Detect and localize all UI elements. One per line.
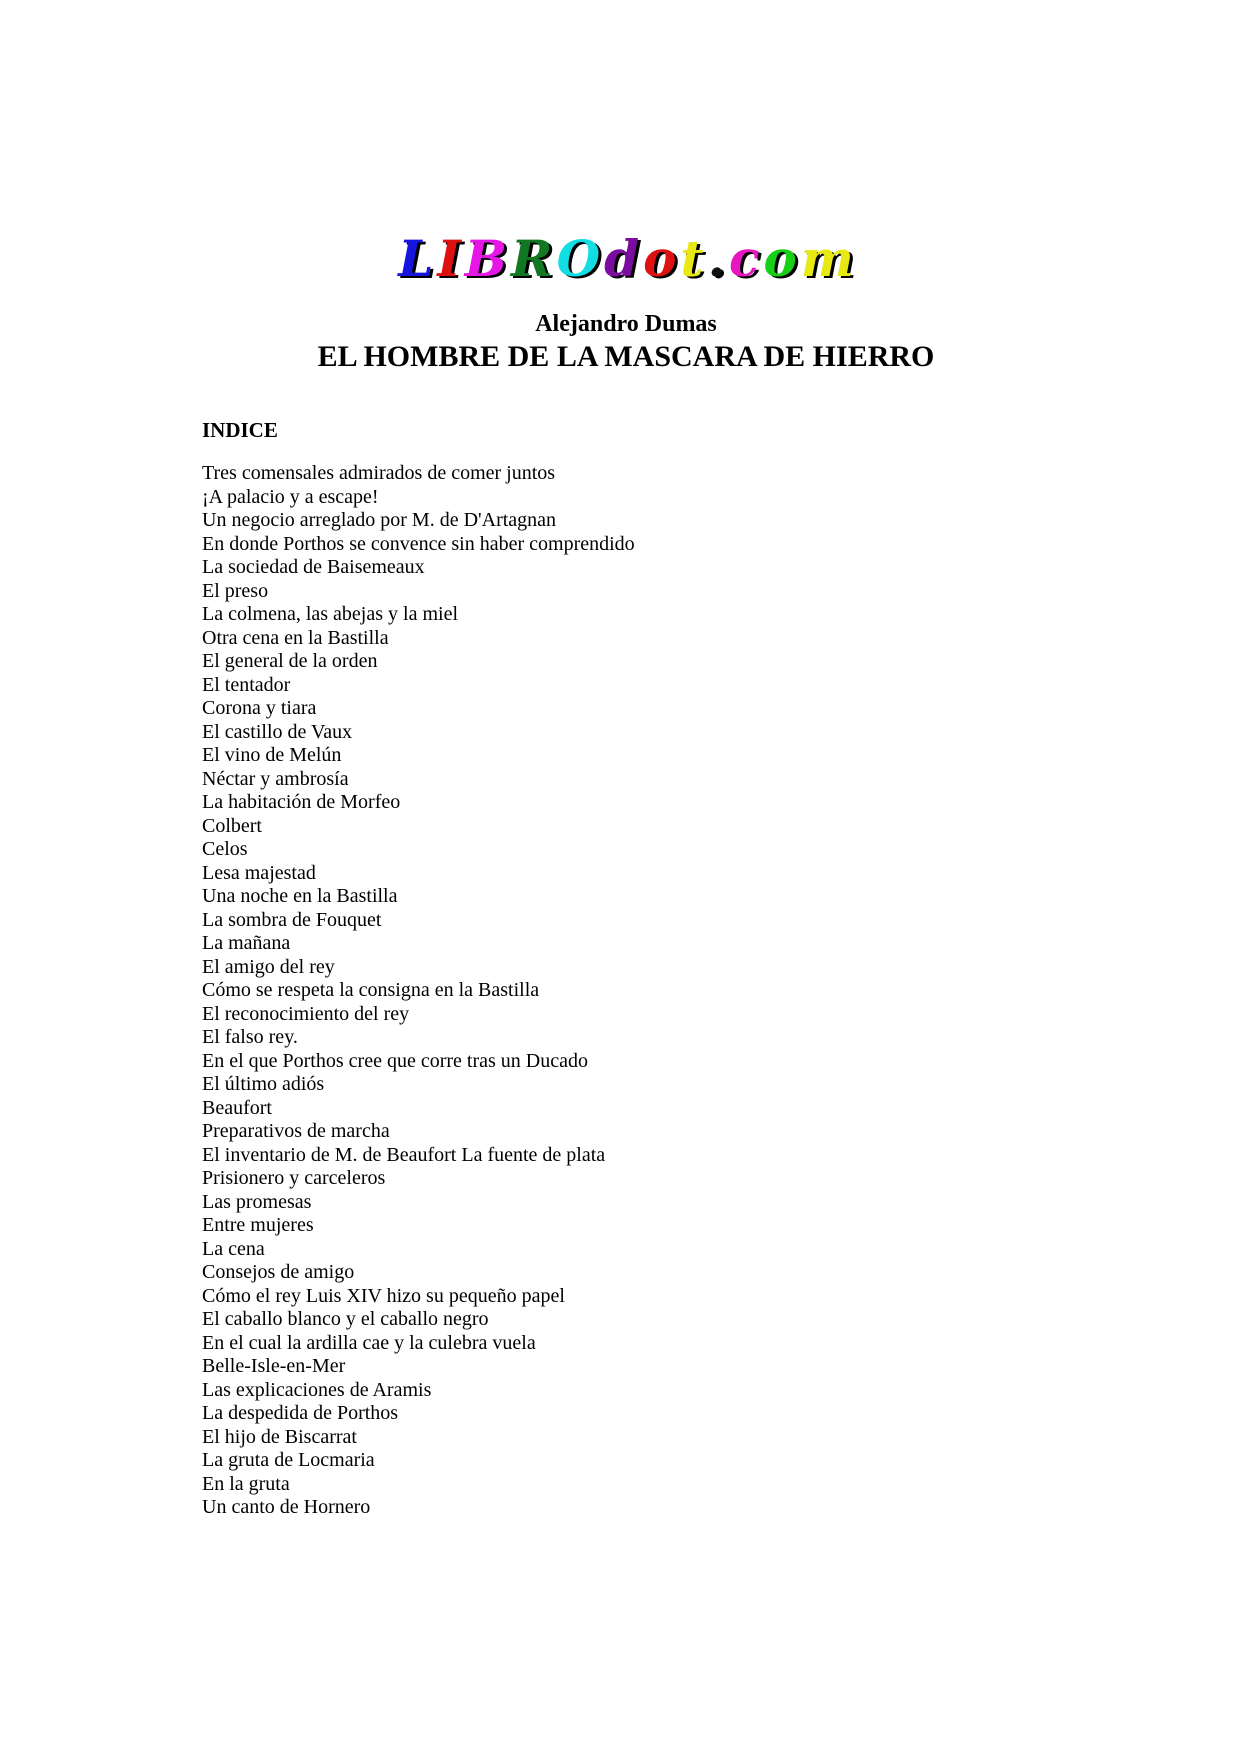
index-entry: Lesa majestad <box>202 861 316 884</box>
logo-letter: . <box>707 229 726 288</box>
index-entry: El inventario de M. de Beaufort La fuente de plata <box>202 1143 606 1166</box>
index-entry: Entre mujeres <box>202 1214 314 1236</box>
logo-letter: I <box>437 229 461 288</box>
index-heading: INDICE <box>202 418 278 442</box>
index-entry: El caballo blanco y el caballo negro <box>202 1308 489 1330</box>
index-entry: Tres comensales admirados de comer juntos <box>202 462 556 484</box>
index-entry: Las explicaciones de Aramis <box>202 1378 432 1401</box>
author-name: Alejandro Dumas <box>535 311 717 337</box>
index-entry: Preparativos de marcha <box>202 1120 390 1142</box>
index-entry: El preso <box>202 579 269 602</box>
logo-letter: L <box>398 229 434 288</box>
index-entry: En la gruta <box>202 1472 290 1495</box>
book-title: EL HOMBRE DE LA MASCARA DE HIERRO <box>317 340 935 373</box>
logo-letter: m <box>800 229 854 288</box>
index-entry: La sombra de Fouquet <box>202 908 382 931</box>
index-entry: Un canto de Hornero <box>202 1496 371 1518</box>
index-entry: El último adiós <box>202 1073 325 1095</box>
logo-letter: R <box>511 229 553 288</box>
index-entry: La despedida de Porthos <box>202 1402 399 1424</box>
index-entry: En donde Porthos se convence sin haber comprendido <box>202 532 635 555</box>
index-entry: Una noche en la Bastilla <box>202 885 398 907</box>
index-entry: El hijo de Biscarrat <box>202 1425 357 1448</box>
index-entry: En el que Porthos cree que corre tras un Ducado <box>202 1049 588 1072</box>
index-entry: Consejos de amigo <box>202 1261 355 1283</box>
index-entry: El castillo de Vaux <box>202 720 353 743</box>
index-entry: La gruta de Locmaria <box>202 1449 375 1471</box>
index-entry: El general de la orden <box>202 650 378 672</box>
index-entry: Corona y tiara <box>202 697 317 719</box>
index-entry: Las promesas <box>202 1190 312 1213</box>
logo-letter: d <box>604 229 640 288</box>
index-entry: Cómo se respeta la consigna en la Bastilla <box>202 979 540 1001</box>
index-entry: Un negocio arreglado por M. de D'Artagnan <box>202 509 557 531</box>
index-entry: El vino de Melún <box>202 744 342 766</box>
logo-letter: O <box>556 229 601 288</box>
logo-letter: B <box>464 229 508 288</box>
index-entry: La mañana <box>202 932 291 954</box>
logo-letter: o <box>643 229 677 288</box>
index-entry: Néctar y ambrosía <box>202 767 349 790</box>
index-entry: Colbert <box>202 814 262 837</box>
index-entry: Cómo el rey Luis XIV hizo su pequeño papel <box>202 1284 565 1307</box>
index-entry: Otra cena en la Bastilla <box>202 626 389 649</box>
index-entry: Beaufort <box>202 1096 272 1119</box>
index-entry: El reconocimiento del rey <box>202 1002 410 1025</box>
logo-letter: c <box>729 229 760 288</box>
index-entry: La cena <box>202 1237 265 1260</box>
index-entry: Prisionero y carceleros <box>202 1167 386 1189</box>
librodot-logo <box>0 231 1240 287</box>
index-entry: ¡A palacio y a escape! <box>202 485 379 508</box>
logo-letter: o <box>763 229 797 288</box>
logo-letter: t <box>680 229 704 288</box>
index-entry: El tentador <box>202 673 291 696</box>
index-entry: La colmena, las abejas y la miel <box>202 603 459 625</box>
index-entry: La sociedad de Baisemeaux <box>202 556 425 578</box>
index-entry: Celos <box>202 838 248 860</box>
index-entry: En el cual la ardilla cae y la culebra vuela <box>202 1331 536 1354</box>
index-list <box>202 462 1042 1520</box>
index-entry: El falso rey. <box>202 1026 298 1048</box>
index-entry: Belle-Isle-en-Mer <box>202 1355 346 1377</box>
index-entry: La habitación de Morfeo <box>202 791 401 813</box>
index-entry: El amigo del rey <box>202 955 335 978</box>
